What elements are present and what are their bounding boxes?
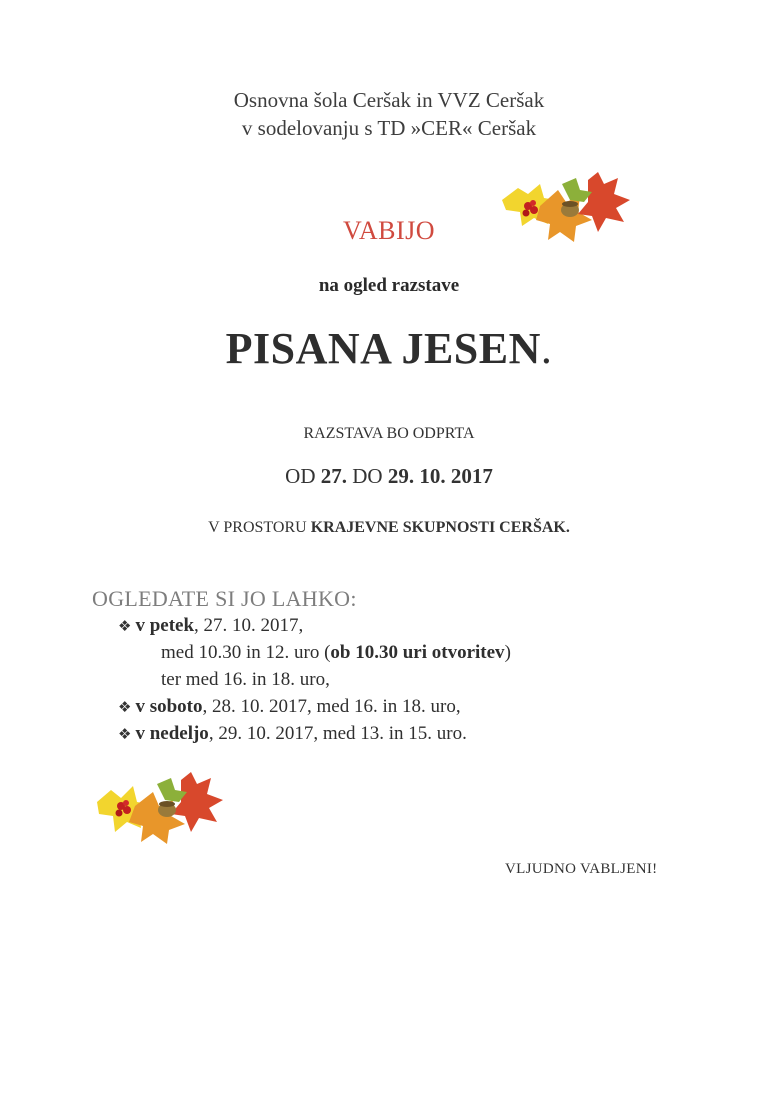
bullet-diamond-icon: ❖ — [118, 698, 132, 716]
opening-notice: RAZSTAVA BO ODPRTA — [303, 425, 475, 442]
location-name: KRAJEVNE SKUPNOSTI CERŠAK. — [310, 519, 570, 536]
schedule-day: nedeljo — [149, 723, 209, 744]
schedule-item-saturday — [118, 696, 461, 718]
exhibition-location — [0, 519, 778, 537]
schedule-item-sunday — [118, 723, 467, 745]
exhibition-title-dot: . — [540, 324, 553, 373]
schedule-item-friday-time — [161, 642, 511, 664]
schedule-detail: ) — [504, 642, 511, 663]
schedule-item-friday — [118, 615, 303, 637]
schedule-detail: , 27. 10. 2017, — [194, 615, 304, 636]
dates-to: 29. 10. 2017 — [387, 464, 493, 488]
invite-heading: VABIJO — [342, 216, 436, 245]
schedule-heading: OGLEDATE SI JO LAHKO: — [92, 586, 357, 611]
exhibition-title — [0, 323, 778, 374]
invite-subtitle: na ogled razstave — [318, 275, 460, 296]
schedule-prefix: v — [135, 723, 150, 744]
dates-from: 27. — [320, 464, 347, 488]
exhibition-dates — [0, 464, 778, 489]
exhibition-title-text: PISANA JESEN — [225, 324, 541, 373]
schedule-detail: , 28. 10. 2017, med 16. in 18. uro, — [202, 696, 461, 717]
schedule-detail: med 10.30 in 12. uro ( — [161, 642, 331, 663]
organizer-line-2: v sodelovanju s TD »CER« Ceršak — [241, 116, 537, 140]
schedule-detail: , 29. 10. 2017, med 13. in 15. uro. — [208, 723, 467, 744]
bullet-diamond-icon: ❖ — [118, 725, 132, 743]
schedule-opening: ob 10.30 uri otvoritev — [330, 642, 505, 663]
autumn-leaves-icon — [95, 772, 225, 844]
schedule-item-friday-time-2: ter med 16. in 18. uro, — [161, 669, 330, 690]
schedule-day: petek — [149, 615, 195, 636]
schedule-prefix: v — [135, 696, 150, 717]
organizer-line-1: Osnovna šola Ceršak in VVZ Ceršak — [233, 88, 545, 112]
bullet-diamond-icon: ❖ — [118, 617, 132, 635]
location-prefix: V PROSTORU — [208, 519, 311, 536]
closing-line: VLJUDNO VABLJENI! — [505, 861, 658, 877]
schedule-prefix: v — [135, 615, 150, 636]
dates-do: DO — [347, 464, 388, 488]
schedule-day: soboto — [149, 696, 203, 717]
dates-od: OD — [285, 464, 321, 488]
